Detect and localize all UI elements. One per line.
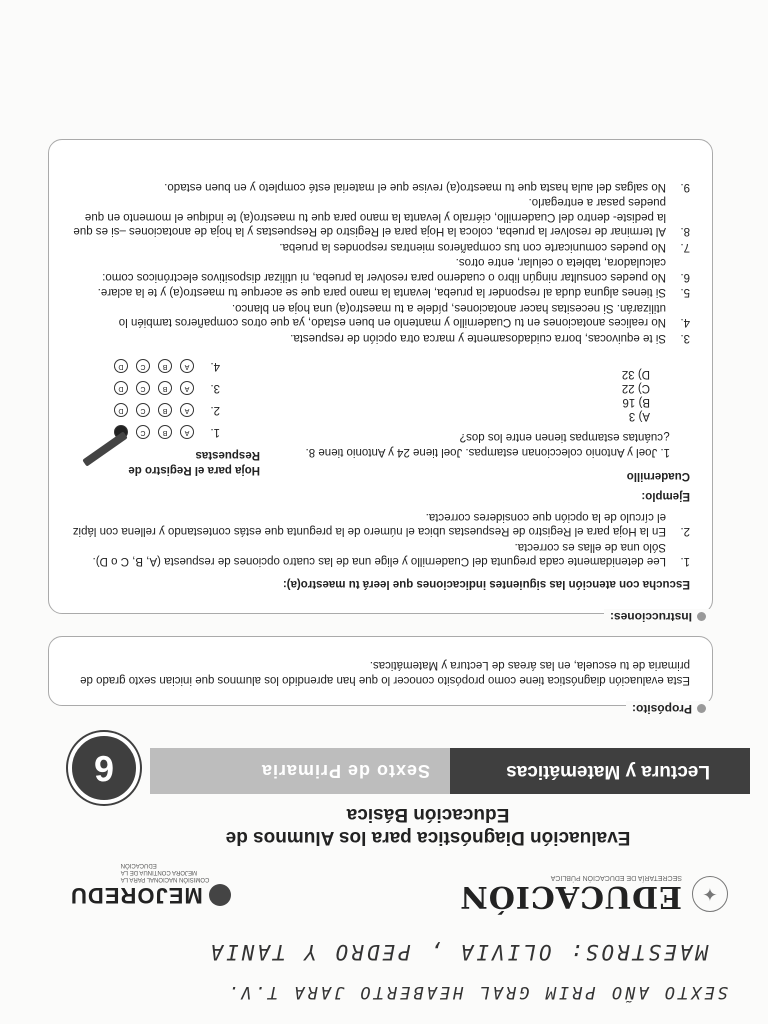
educacion-logo bbox=[459, 874, 728, 914]
example-options bbox=[622, 367, 650, 423]
option-d: D) 32 bbox=[621, 368, 650, 380]
answer-row: 3. A B C D bbox=[114, 377, 220, 399]
option-c: C) 22 bbox=[621, 382, 650, 394]
list-item: 3. Si te equivocas, borra cuidadosamente y marca otra opción de respuesta. bbox=[290, 332, 690, 344]
purpose-label: Propósito: bbox=[632, 702, 692, 716]
option-b: B) 16 bbox=[622, 396, 650, 408]
list-item: 8. Al terminar de resolver la prueba, coloca la Hoja para el Registro de Respuestas y la hoja de anotaciones –si es que la pediste- dentro del Cuadernillo, ciérralo y levanta la mano para que tu maestro(a) te indique el momento en que puedes pasar a entregarlo. bbox=[73, 196, 690, 238]
bubble-a: A bbox=[180, 425, 194, 439]
example-question: 1. Joel y Antonio coleccionan estampas. Joel tiene 24 y Antonio tiene 8. ¿cuántas estampas tienen entre los dos? bbox=[305, 431, 670, 458]
bubble-c: C bbox=[136, 381, 150, 395]
subject-band bbox=[20, 734, 750, 794]
answer-row: 1. A B C bbox=[114, 421, 220, 443]
bubble-d: D bbox=[114, 359, 128, 373]
logo-row bbox=[40, 864, 728, 924]
option-a: A) 3 bbox=[628, 410, 650, 422]
grade-number: 6 bbox=[68, 732, 140, 804]
handwritten-teachers-line: MAESTROS: OLIVIA , PEDRO Y TANIA bbox=[207, 940, 708, 964]
instructions-box bbox=[48, 139, 713, 624]
purpose-box bbox=[48, 636, 713, 716]
purpose-text: Esta evaluación diagnóstica tiene como propósito conocer lo que han aprendido los alumnos que inician sexto grado de primaria de tu escuela, en las áreas de Lectura y Matemáticas. bbox=[80, 659, 690, 686]
bubble-a: A bbox=[180, 381, 194, 395]
answer-bubbles bbox=[114, 355, 220, 443]
instructions-intro: Escucha con atención las siguientes indicaciones que leerá tu maestro(a): bbox=[282, 578, 690, 590]
list-item: 6. No puedes consultar ningún libro o cuaderno para resolver la prueba, ni utilizar dispositivos electrónicos como: calculadora, tableta o celular, entre otros. bbox=[102, 256, 690, 283]
mejoredu-mark-icon bbox=[209, 884, 231, 906]
list-item: 5. Si tienes alguna duda al responder la prueba, levanta la mano para que se acerque tu maestro(a) y te la aclare. bbox=[97, 286, 690, 299]
list-item: 7. No puedes comunicarte con tus compañeros mientras respondes la prueba. bbox=[279, 241, 690, 253]
bubble-d: D bbox=[114, 381, 128, 395]
educacion-subtitle: SECRETARÍA DE EDUCACIÓN PÚBLICA bbox=[550, 874, 682, 881]
answer-row: 4. A B C D bbox=[114, 355, 220, 377]
document-title: Evaluación Diagnóstica para los Alumnos de Educación Básica bbox=[225, 804, 631, 848]
bubble-c: C bbox=[136, 359, 150, 373]
example-area bbox=[71, 353, 690, 483]
mejoredu-title: MEJOREDU bbox=[70, 883, 203, 908]
instructions-label: Instrucciones: bbox=[609, 610, 692, 624]
handwritten-school-line: SEXTO AÑO PRIM GRAL HEABERTO JARA T.V. bbox=[225, 982, 728, 1002]
mejoredu-subtitle: COMISIÓN NACIONAL PARA LA MEJORA CONTINUA DE LA EDUCACIÓN bbox=[120, 862, 210, 882]
answer-sheet-label: Hoja para el Registro de Respuestas bbox=[128, 449, 260, 476]
subject-label: Lectura y Matemáticas bbox=[440, 748, 750, 794]
rules-list bbox=[71, 180, 690, 346]
bubble-b: B bbox=[158, 403, 172, 417]
grade-label: Sexto de Primaria bbox=[150, 748, 450, 794]
example-label: Ejemplo: bbox=[641, 490, 690, 503]
bubble-b: B bbox=[158, 381, 172, 395]
bullet-icon bbox=[697, 704, 706, 713]
bullet-icon bbox=[697, 612, 706, 621]
bubble-b: B bbox=[158, 425, 172, 439]
bubble-c: C bbox=[136, 425, 150, 439]
bubble-c: C bbox=[136, 403, 150, 417]
bubble-b: B bbox=[158, 359, 172, 373]
list-item: 4. No realices anotaciones en tu Cuadernillo y mantenlo en buen estado, ya que otros compañeros también lo utilizarán. Si necesitas hacer anotaciones, pídele a tu maestro(a) una hoja en blanco. bbox=[118, 302, 690, 329]
educacion-title: EDUCACIÓN bbox=[459, 879, 682, 914]
answer-row: 2. A B C D bbox=[114, 399, 220, 421]
steps-list bbox=[71, 510, 690, 569]
list-item: 9. No salgas del aula hasta que tu maestro(a) revise que el material esté completo y en buen estado. bbox=[164, 181, 690, 193]
bubble-a: A bbox=[180, 359, 194, 373]
list-item: 2. En la Hoja para el Registro de Respuestas ubica el número de la pregunta que estás contestando y rellena con lápiz el círculo de la opción que consideres correcta. bbox=[72, 511, 690, 538]
bubble-a: A bbox=[180, 403, 194, 417]
cuadernillo-label: Cuadernillo bbox=[626, 470, 690, 482]
mejoredu-logo bbox=[70, 861, 231, 908]
list-item: 1. Lee detenidamente cada pregunta del Cuadernillo y elige una de las cuatro opciones de respuesta (A, B, C o D). Sólo una de ellas es correcta. bbox=[92, 541, 690, 568]
seal-icon: ✦ bbox=[692, 876, 728, 912]
bubble-d: D bbox=[114, 403, 128, 417]
